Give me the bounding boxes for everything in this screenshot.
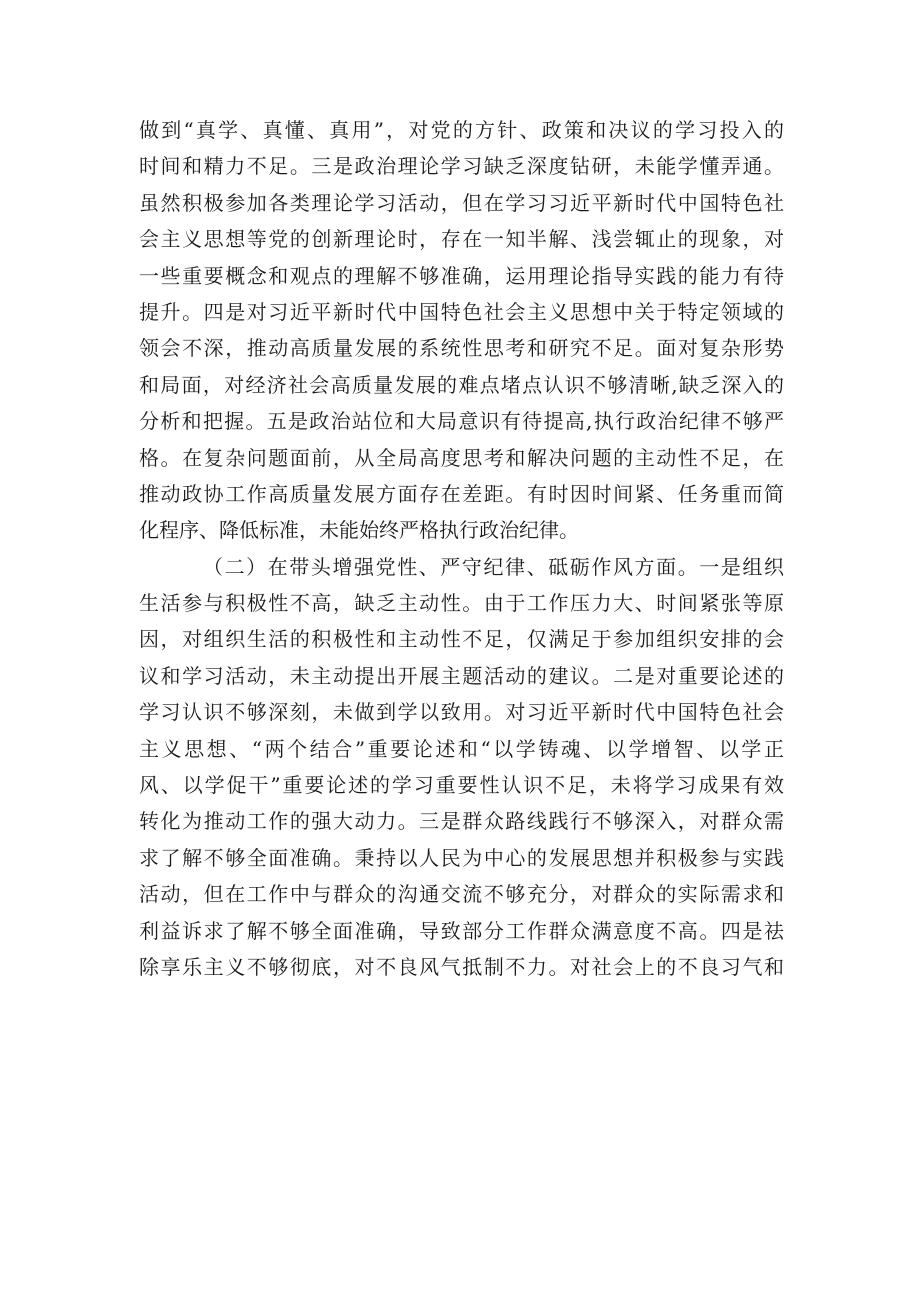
text-line: 会主义思想等党的创新理论时，存在一知半解、浅尝辄止的现象，对 (139, 227, 784, 252)
text-line: 一些重要概念和观点的理解不够准确，运用理论指导实践的能力有待 (139, 263, 784, 288)
paragraph-2 (139, 549, 784, 986)
text-line: 风、以学促干”重要论述的学习重要性认识不足，未将学习成果有效 (139, 773, 784, 798)
text-line: 化程序、降低标准，未能始终严格执行政治纪律。 (139, 518, 579, 543)
text-line: 推动政协工作高质量发展方面存在差距。有时因时间紧、任务重而简 (139, 481, 784, 506)
text-line: 学习认识不够深刻，未做到学以致用。对习近平新时代中国特色社会 (139, 700, 784, 725)
text-line: 议和学习活动，未主动提出开展主题活动的建议。二是对重要论述的 (139, 663, 784, 688)
text-line: 主义思想、“两个结合”重要论述和“以学铸魂、以学增智、以学正 (139, 736, 784, 761)
text-line: 转化为推动工作的强大动力。三是群众路线践行不够深入，对群众需 (139, 809, 784, 834)
section-heading-line: （二）在带头增强党性、严守纪律、砥砺作风方面。一是组织 (203, 554, 784, 579)
text-line: 因，对组织生活的积极性和主动性不足，仅满足于参加组织安排的会 (139, 627, 784, 652)
paragraph-1 (139, 112, 784, 549)
text-line: 和局面，对经济社会高质量发展的难点堵点认识不够清晰,缺乏深入的 (139, 372, 784, 397)
text-line: 除享乐主义不够彻底，对不良风气抵制不力。对社会上的不良习气和 (139, 954, 784, 979)
text-line: 求了解不够全面准确。秉持以人民为中心的发展思想并积极参与实践 (139, 845, 784, 870)
text-line: 做到“真学、真懂、真用”，对党的方针、政策和决议的学习投入的 (139, 118, 784, 142)
text-line: 分析和把握。五是政治站位和大局意识有待提高,执行政治纪律不够严 (139, 409, 784, 434)
text-line: 格。在复杂问题面前，从全局高度思考和解决问题的主动性不足，在 (139, 445, 784, 470)
text-line: 时间和精力不足。三是政治理论学习缺乏深度钻研，未能学懂弄通。 (139, 154, 784, 179)
text-line: 活动，但在工作中与群众的沟通交流不够充分，对群众的实际需求和 (139, 882, 784, 907)
text-line: 生活参与积极性不高，缺乏主动性。由于工作压力大、时间紧张等原 (139, 591, 784, 616)
text-line: 虽然积极参加各类理论学习活动，但在学习习近平新时代中国特色社 (139, 190, 784, 215)
text-line: 利益诉求了解不够全面准确，导致部分工作群众满意度不高。四是祛 (139, 918, 784, 943)
body-text (139, 112, 784, 985)
text-line: 领会不深，推动高质量发展的系统性思考和研究不足。面对复杂形势 (139, 336, 784, 361)
text-line: 提升。四是对习近平新时代中国特色社会主义思想中关于特定领域的 (139, 299, 784, 324)
